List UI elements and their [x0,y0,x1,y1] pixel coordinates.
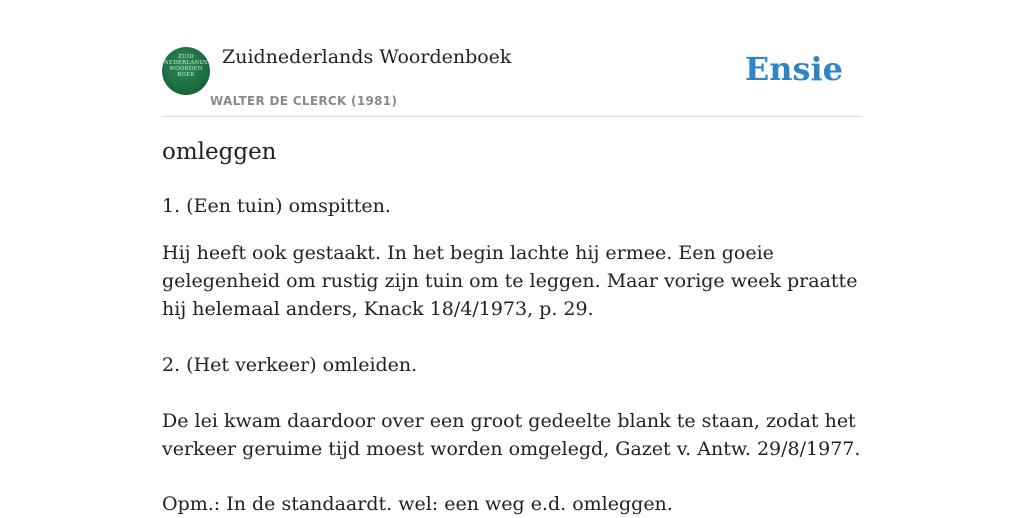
logo-line: NEDERLANDS [163,60,208,66]
definition-1: 1. (Een tuin) omspitten. [162,195,391,217]
dictionary-title[interactable]: Zuidnederlands Woordenboek [222,46,512,68]
dictionary-logo[interactable] [162,47,210,95]
logo-text [162,54,210,78]
page [162,0,862,515]
logo-line: ZUID [178,54,194,60]
definition-2: 2. (Het verkeer) omleiden. [162,354,418,376]
brand-logo-link[interactable]: Ensie [744,50,843,88]
example-quote-1: Hij heeft ook gestaakt. In het begin lachte hij ermee. Een goeie gelegenheid om rustig zijn tuin om te leggen. Maar vorige week praatte hij helemaal anders, Knack 18/4/1973, p. 29. [162,242,858,320]
logo-line: WOORDEN [169,66,203,72]
remark: Opm.: In de standaardt. wel: een weg e.d. omleggen. [162,493,673,515]
logo-line: BOEK [177,72,195,78]
example-quote-2: De lei kwam daardoor over een groot gedeelte blank te staan, zodat het verkeer geruime tijd moest worden omgelegd, Gazet v. Antw. 29/8/1977. [162,410,861,460]
dictionary-author: WALTER DE CLERCK (1981) [210,94,398,108]
header [162,0,862,117]
entry-headword: omleggen [162,139,277,165]
